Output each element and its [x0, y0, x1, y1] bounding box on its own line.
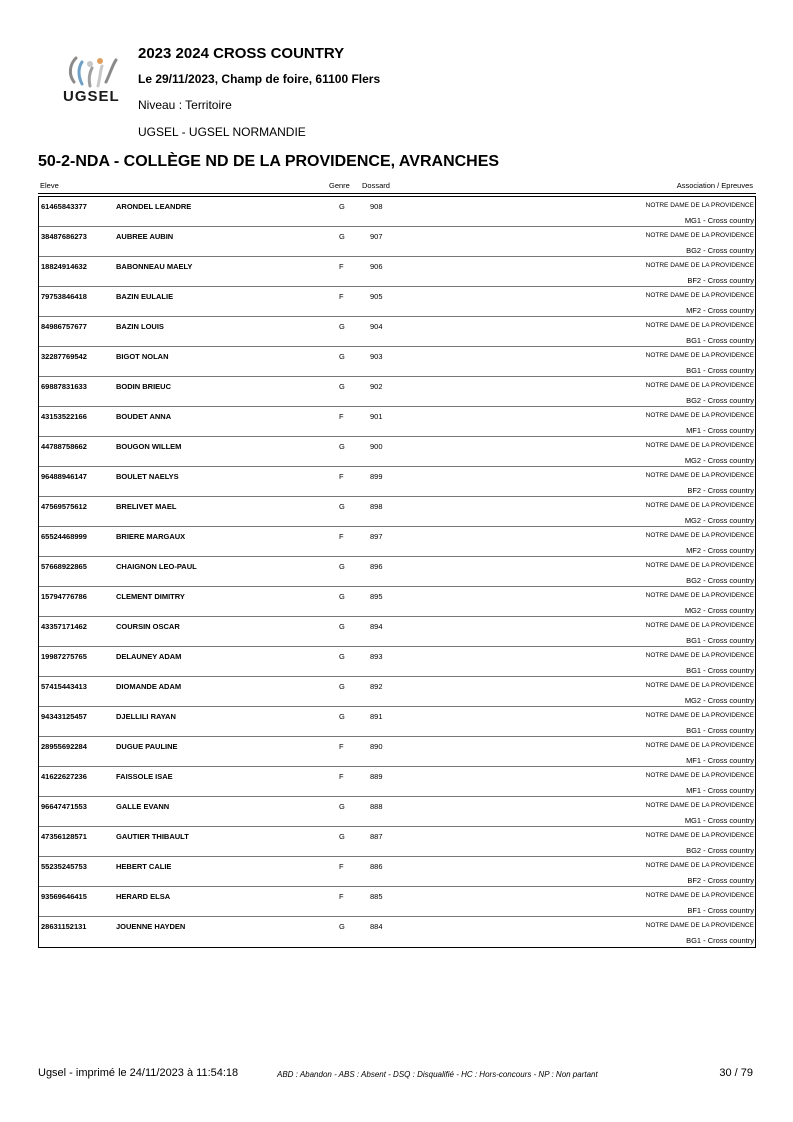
table-row [39, 767, 755, 797]
student-name: BRELIVET MAEL [116, 502, 177, 511]
student-association: NOTRE DAME DE LA PROVIDENCE [645, 412, 754, 419]
student-association: NOTRE DAME DE LA PROVIDENCE [645, 592, 754, 599]
student-association: NOTRE DAME DE LA PROVIDENCE [645, 442, 754, 449]
student-epreuve: MF1 - Cross country [686, 786, 754, 795]
table-row [39, 467, 755, 497]
student-name: BOUDET ANNA [116, 412, 172, 421]
event-level: Niveau : Territoire [138, 98, 232, 112]
student-id: 94343125457 [41, 712, 87, 721]
student-id: 84986757677 [41, 322, 87, 331]
student-epreuve: MF1 - Cross country [686, 756, 754, 765]
student-dossard: 889 [370, 772, 383, 781]
student-association: NOTRE DAME DE LA PROVIDENCE [645, 202, 754, 209]
student-genre: G [339, 652, 345, 661]
student-dossard: 902 [370, 382, 383, 391]
student-association: NOTRE DAME DE LA PROVIDENCE [645, 922, 754, 929]
student-genre: G [339, 682, 345, 691]
student-association: NOTRE DAME DE LA PROVIDENCE [645, 892, 754, 899]
student-association: NOTRE DAME DE LA PROVIDENCE [645, 622, 754, 629]
student-genre: G [339, 322, 345, 331]
student-id: 41622627236 [41, 772, 87, 781]
student-dossard: 900 [370, 442, 383, 451]
student-genre: G [339, 712, 345, 721]
student-dossard: 906 [370, 262, 383, 271]
student-id: 65524468999 [41, 532, 87, 541]
student-id: 57668922865 [41, 562, 87, 571]
student-id: 47569575612 [41, 502, 87, 511]
student-genre: F [339, 532, 344, 541]
student-id: 38487686273 [41, 232, 87, 241]
student-dossard: 905 [370, 292, 383, 301]
student-association: NOTRE DAME DE LA PROVIDENCE [645, 562, 754, 569]
student-genre: G [339, 442, 345, 451]
table-row [39, 617, 755, 647]
student-epreuve: MF1 - Cross country [686, 426, 754, 435]
table-row [39, 797, 755, 827]
logo-text: UGSEL [63, 88, 120, 105]
page-number: 30 / 79 [719, 1067, 753, 1079]
student-association: NOTRE DAME DE LA PROVIDENCE [645, 262, 754, 269]
student-id: 96488946147 [41, 472, 87, 481]
student-dossard: 892 [370, 682, 383, 691]
student-genre: G [339, 802, 345, 811]
student-epreuve: BG1 - Cross country [686, 726, 754, 735]
column-association: Association / Epreuves [676, 181, 753, 190]
student-epreuve: BG1 - Cross country [686, 936, 754, 945]
student-association: NOTRE DAME DE LA PROVIDENCE [645, 832, 754, 839]
student-association: NOTRE DAME DE LA PROVIDENCE [645, 532, 754, 539]
student-genre: G [339, 502, 345, 511]
student-genre: G [339, 202, 345, 211]
student-name: BAZIN LOUIS [116, 322, 164, 331]
student-name: HERARD ELSA [116, 892, 171, 901]
table-row [39, 227, 755, 257]
student-epreuve: MG2 - Cross country [684, 696, 754, 705]
column-genre: Genre [329, 181, 350, 190]
event-date-place: Le 29/11/2023, Champ de foire, 61100 Flers [138, 72, 381, 86]
table-row [39, 737, 755, 767]
table-row [39, 647, 755, 677]
student-association: NOTRE DAME DE LA PROVIDENCE [645, 772, 754, 779]
event-organization: UGSEL - UGSEL NORMANDIE [138, 125, 306, 139]
student-name: CHAIGNON LEO-PAUL [116, 562, 197, 571]
student-name: DELAUNEY ADAM [116, 652, 182, 661]
student-association: NOTRE DAME DE LA PROVIDENCE [645, 232, 754, 239]
student-epreuve: BG2 - Cross country [686, 246, 754, 255]
table-row [39, 677, 755, 707]
table-row [39, 707, 755, 737]
student-name: BOULET NAELYS [116, 472, 179, 481]
student-association: NOTRE DAME DE LA PROVIDENCE [645, 472, 754, 479]
student-id: 93569646415 [41, 892, 87, 901]
student-name: BABONNEAU MAELY [116, 262, 193, 271]
student-name: DUGUE PAULINE [116, 742, 178, 751]
student-epreuve: MF2 - Cross country [686, 546, 754, 555]
table-row [39, 557, 755, 587]
student-association: NOTRE DAME DE LA PROVIDENCE [645, 682, 754, 689]
student-epreuve: BG1 - Cross country [686, 366, 754, 375]
table-row [39, 437, 755, 467]
student-genre: G [339, 832, 345, 841]
student-association: NOTRE DAME DE LA PROVIDENCE [645, 742, 754, 749]
student-association: NOTRE DAME DE LA PROVIDENCE [645, 862, 754, 869]
student-association: NOTRE DAME DE LA PROVIDENCE [645, 502, 754, 509]
student-epreuve: BG2 - Cross country [686, 396, 754, 405]
student-association: NOTRE DAME DE LA PROVIDENCE [645, 382, 754, 389]
student-dossard: 891 [370, 712, 383, 721]
student-genre: F [339, 742, 344, 751]
table-row [39, 257, 755, 287]
student-name: GALLE EVANN [116, 802, 170, 811]
student-genre: F [339, 772, 344, 781]
student-name: FAISSOLE ISAE [116, 772, 173, 781]
status-legend: ABD : Abandon - ABS : Absent - DSQ : Disqualifié - HC : Hors-concours - NP : Non partant [277, 1070, 598, 1079]
table-row [39, 317, 755, 347]
student-dossard: 908 [370, 202, 383, 211]
student-name: DIOMANDE ADAM [116, 682, 182, 691]
student-id: 47356128571 [41, 832, 87, 841]
student-name: GAUTIER THIBAULT [116, 832, 189, 841]
student-genre: F [339, 292, 344, 301]
student-dossard: 888 [370, 802, 383, 811]
table-row [39, 827, 755, 857]
student-epreuve: BF2 - Cross country [687, 276, 754, 285]
table-row [39, 587, 755, 617]
student-name: BRIERE MARGAUX [116, 532, 186, 541]
student-id: 96647471553 [41, 802, 87, 811]
student-name: DJELLILI RAYAN [116, 712, 176, 721]
student-name: AUBREE AUBIN [116, 232, 174, 241]
student-dossard: 896 [370, 562, 383, 571]
table-row [39, 287, 755, 317]
table-row [39, 887, 755, 917]
student-dossard: 907 [370, 232, 383, 241]
table-row [39, 407, 755, 437]
column-dossard: Dossard [362, 181, 390, 190]
student-association: NOTRE DAME DE LA PROVIDENCE [645, 652, 754, 659]
student-id: 19987275765 [41, 652, 87, 661]
student-epreuve: BF1 - Cross country [687, 906, 754, 915]
table-row [39, 527, 755, 557]
student-id: 43357171462 [41, 622, 87, 631]
student-dossard: 904 [370, 322, 383, 331]
student-name: ARONDEL LEANDRE [116, 202, 192, 211]
student-association: NOTRE DAME DE LA PROVIDENCE [645, 292, 754, 299]
student-name: BODIN BRIEUC [116, 382, 172, 391]
student-id: 44788758662 [41, 442, 87, 451]
student-id: 18824914632 [41, 262, 87, 271]
student-name: BOUGON WILLEM [116, 442, 182, 451]
student-id: 32287769542 [41, 352, 87, 361]
table-row [39, 497, 755, 527]
student-dossard: 890 [370, 742, 383, 751]
participants-table [38, 196, 756, 948]
student-dossard: 894 [370, 622, 383, 631]
student-epreuve: MG2 - Cross country [684, 516, 754, 525]
student-association: NOTRE DAME DE LA PROVIDENCE [645, 322, 754, 329]
student-genre: G [339, 562, 345, 571]
student-dossard: 887 [370, 832, 383, 841]
school-title: 50-2-NDA - COLLÈGE ND DE LA PROVIDENCE, AVRANCHES [38, 153, 500, 170]
table-row [39, 197, 755, 227]
student-epreuve: BG2 - Cross country [686, 576, 754, 585]
student-dossard: 899 [370, 472, 383, 481]
student-id: 55235245753 [41, 862, 87, 871]
student-genre: G [339, 922, 345, 931]
student-id: 61465843377 [41, 202, 87, 211]
student-genre: F [339, 262, 344, 271]
print-info: Ugsel - imprimé le 24/11/2023 à 11:54:18 [38, 1067, 239, 1079]
student-epreuve: MG2 - Cross country [684, 606, 754, 615]
table-row [39, 347, 755, 377]
student-epreuve: BF2 - Cross country [687, 486, 754, 495]
student-id: 69887831633 [41, 382, 87, 391]
student-genre: G [339, 622, 345, 631]
student-id: 15794776786 [41, 592, 87, 601]
student-association: NOTRE DAME DE LA PROVIDENCE [645, 802, 754, 809]
student-association: NOTRE DAME DE LA PROVIDENCE [645, 352, 754, 359]
table-row [39, 377, 755, 407]
student-id: 79753846418 [41, 292, 87, 301]
student-epreuve: BF2 - Cross country [687, 876, 754, 885]
header-divider [38, 193, 756, 194]
column-eleve: Eleve [40, 181, 59, 190]
student-dossard: 898 [370, 502, 383, 511]
student-epreuve: BG1 - Cross country [686, 636, 754, 645]
student-genre: F [339, 472, 344, 481]
student-epreuve: BG2 - Cross country [686, 846, 754, 855]
student-id: 28631152131 [41, 922, 87, 931]
student-genre: G [339, 592, 345, 601]
student-dossard: 895 [370, 592, 383, 601]
student-epreuve: BG1 - Cross country [686, 666, 754, 675]
student-genre: G [339, 382, 345, 391]
student-name: COURSIN OSCAR [116, 622, 180, 631]
event-title: 2023 2024 CROSS COUNTRY [138, 45, 345, 62]
table-row [39, 917, 755, 947]
student-name: BAZIN EULALIE [116, 292, 174, 301]
student-name: JOUENNE HAYDEN [116, 922, 186, 931]
student-epreuve: MG1 - Cross country [684, 816, 754, 825]
student-id: 57415443413 [41, 682, 87, 691]
student-epreuve: MG1 - Cross country [684, 216, 754, 225]
student-genre: G [339, 232, 345, 241]
student-dossard: 893 [370, 652, 383, 661]
student-epreuve: MF2 - Cross country [686, 306, 754, 315]
student-id: 43153522166 [41, 412, 87, 421]
student-id: 28955692284 [41, 742, 87, 751]
table-row [39, 857, 755, 887]
student-dossard: 897 [370, 532, 383, 541]
student-genre: G [339, 352, 345, 361]
student-dossard: 885 [370, 892, 383, 901]
student-epreuve: BG1 - Cross country [686, 336, 754, 345]
student-name: HEBERT CALIE [116, 862, 172, 871]
student-association: NOTRE DAME DE LA PROVIDENCE [645, 712, 754, 719]
student-genre: F [339, 412, 344, 421]
student-dossard: 886 [370, 862, 383, 871]
student-name: CLEMENT DIMITRY [116, 592, 185, 601]
student-name: BIGOT NOLAN [116, 352, 169, 361]
student-dossard: 901 [370, 412, 383, 421]
student-genre: F [339, 862, 344, 871]
student-dossard: 884 [370, 922, 383, 931]
student-genre: F [339, 892, 344, 901]
student-epreuve: MG2 - Cross country [684, 456, 754, 465]
student-dossard: 903 [370, 352, 383, 361]
